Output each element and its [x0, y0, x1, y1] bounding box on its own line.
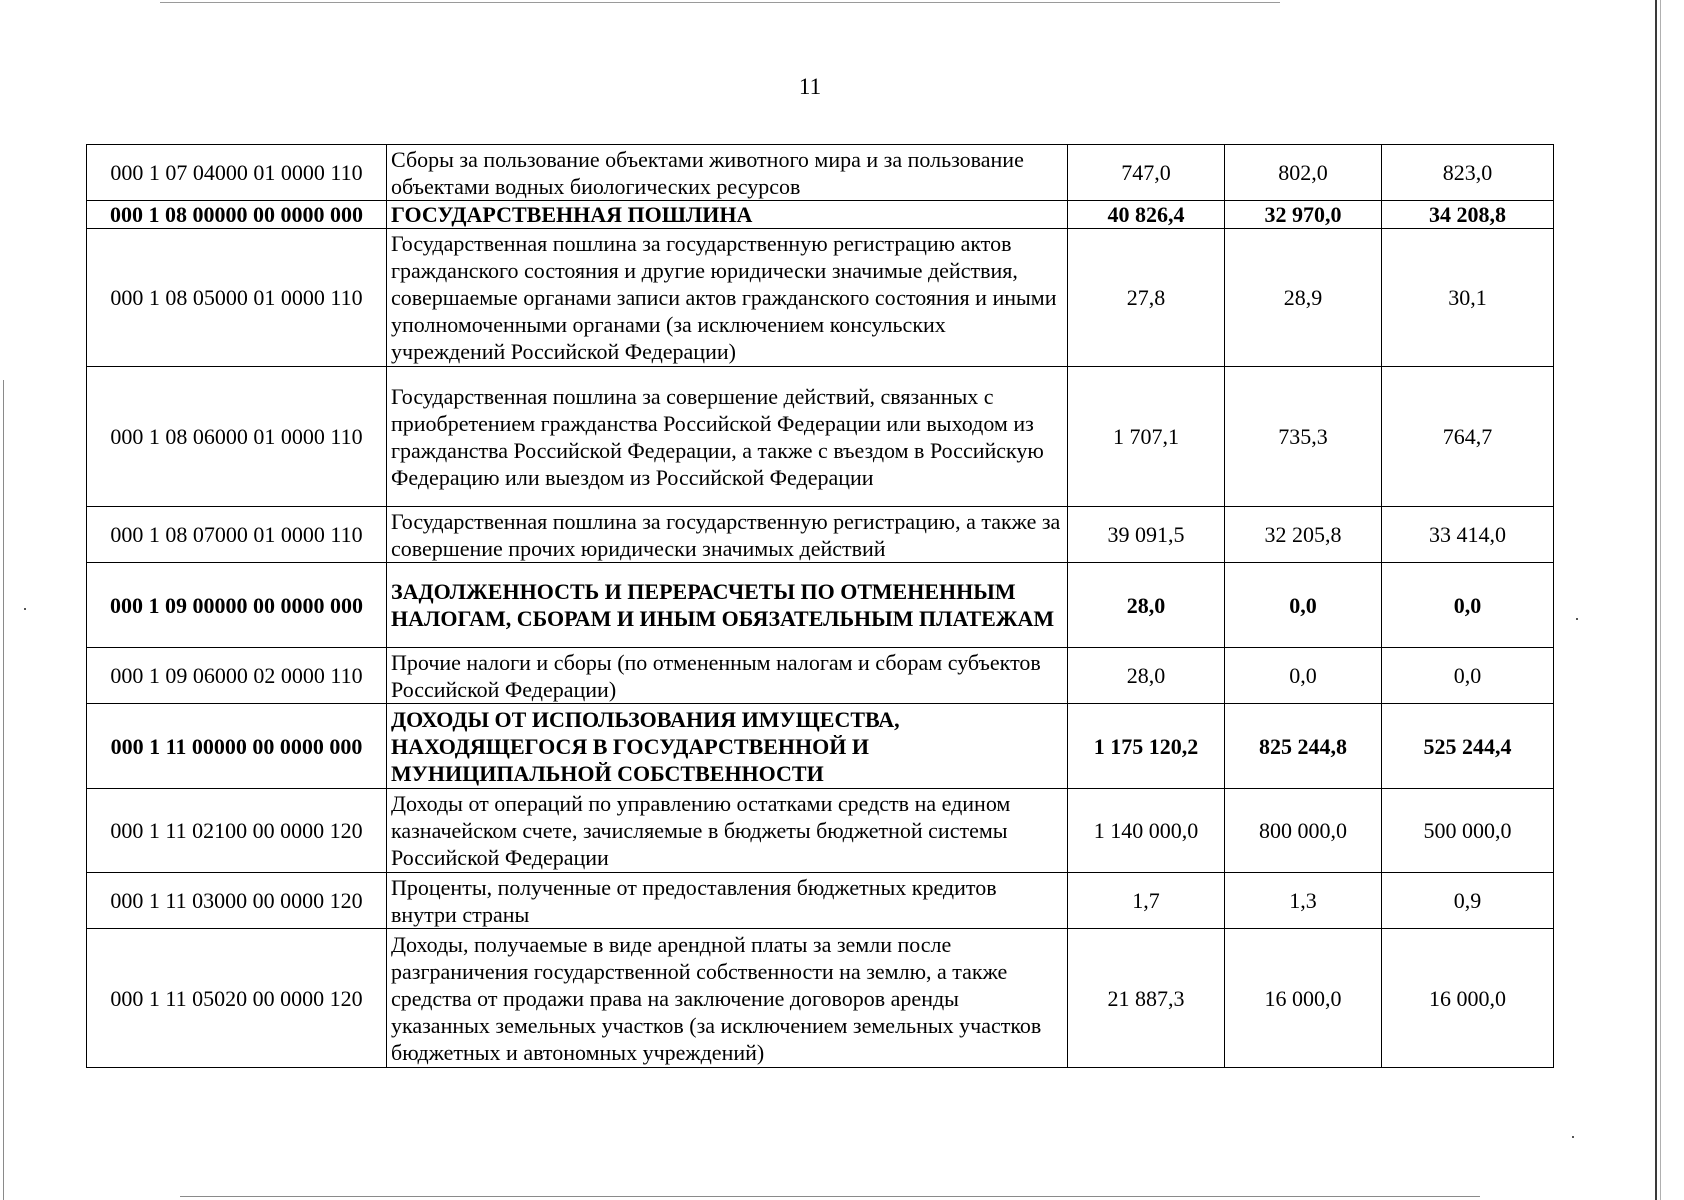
amount-cell: 1 175 120,2 [1068, 704, 1225, 789]
amount-cell: 802,0 [1225, 145, 1382, 201]
revenue-code-cell: 000 1 08 06000 01 0000 110 [87, 367, 387, 507]
amount-cell: 825 244,8 [1225, 704, 1382, 789]
table-row [87, 648, 1554, 704]
amount-cell: 30,1 [1382, 229, 1554, 367]
amount-cell: 28,0 [1068, 648, 1225, 704]
revenue-code-cell: 000 1 11 05020 00 0000 120 [87, 929, 387, 1068]
scan-edge-bottom [180, 1196, 1480, 1197]
table-row [87, 873, 1554, 929]
amount-cell: 0,0 [1225, 648, 1382, 704]
amount-cell: 0,0 [1382, 648, 1554, 704]
revenue-name-cell: Государственная пошлина за государственную регистрацию, а также за совершение прочих юридически значимых действий [387, 507, 1068, 563]
revenue-code-cell: 000 1 07 04000 01 0000 110 [87, 145, 387, 201]
amount-cell: 21 887,3 [1068, 929, 1225, 1068]
amount-cell: 39 091,5 [1068, 507, 1225, 563]
scan-speck [1572, 1136, 1574, 1138]
scan-edge-right-inner [1660, 0, 1661, 1200]
amount-cell: 32 970,0 [1225, 201, 1382, 229]
table-row [87, 367, 1554, 507]
amount-cell: 1 707,1 [1068, 367, 1225, 507]
amount-cell: 747,0 [1068, 145, 1225, 201]
amount-cell: 0,0 [1225, 563, 1382, 648]
amount-cell: 800 000,0 [1225, 789, 1382, 873]
table-row [87, 563, 1554, 648]
revenue-name-cell: Сборы за пользование объектами животного мира и за пользование объектами водных биологических ресурсов [387, 145, 1068, 201]
revenue-name-cell: Доходы от операций по управлению остатками средств на едином казначейском счете, зачисляемые в бюджеты бюджетной системы Российской Федерации [387, 789, 1068, 873]
revenue-code-cell: 000 1 08 07000 01 0000 110 [87, 507, 387, 563]
revenue-name-cell: Проценты, полученные от предоставления бюджетных кредитов внутри страны [387, 873, 1068, 929]
revenue-code-cell: 000 1 08 05000 01 0000 110 [87, 229, 387, 367]
revenue-code-cell: 000 1 08 00000 00 0000 000 [87, 201, 387, 229]
table-row [87, 145, 1554, 201]
amount-cell: 525 244,4 [1382, 704, 1554, 789]
amount-cell: 1,7 [1068, 873, 1225, 929]
scan-speck [24, 608, 26, 610]
amount-cell: 16 000,0 [1225, 929, 1382, 1068]
scan-speck [1576, 618, 1578, 620]
amount-cell: 0,9 [1382, 873, 1554, 929]
revenue-code-cell: 000 1 11 00000 00 0000 000 [87, 704, 387, 789]
revenue-name-cell: Государственная пошлина за государственную регистрацию актов гражданского состояния и другие юридически значимые действия, совершаемые органами записи актов гражданского состояния и иными уполномоченными органами (за исключением консульских учреждений Российской Федерации) [387, 229, 1068, 367]
amount-cell: 823,0 [1382, 145, 1554, 201]
table-row [87, 929, 1554, 1068]
amount-cell: 32 205,8 [1225, 507, 1382, 563]
amount-cell: 40 826,4 [1068, 201, 1225, 229]
amount-cell: 764,7 [1382, 367, 1554, 507]
amount-cell: 33 414,0 [1382, 507, 1554, 563]
revenue-name-cell: Доходы, получаемые в виде арендной платы за земли после разграничения государственной собственности на землю, а также средства от продажи права на заключение договоров аренды указанных земельных участков (за исключением земельных участков бюджетных и автономных учреждений) [387, 929, 1068, 1068]
revenue-code-cell: 000 1 09 06000 02 0000 110 [87, 648, 387, 704]
amount-cell: 1,3 [1225, 873, 1382, 929]
revenue-name-cell: ГОСУДАРСТВЕННАЯ ПОШЛИНА [387, 201, 1068, 229]
scan-edge-right [1655, 0, 1657, 1200]
table-row [87, 507, 1554, 563]
revenue-code-cell: 000 1 11 03000 00 0000 120 [87, 873, 387, 929]
revenue-name-cell: ЗАДОЛЖЕННОСТЬ И ПЕРЕРАСЧЕТЫ ПО ОТМЕНЕННЫМ НАЛОГАМ, СБОРАМ И ИНЫМ ОБЯЗАТЕЛЬНЫМ ПЛАТЕЖАМ [387, 563, 1068, 648]
scan-edge-top [160, 2, 1280, 3]
amount-cell: 34 208,8 [1382, 201, 1554, 229]
amount-cell: 28,9 [1225, 229, 1382, 367]
revenue-code-cell: 000 1 09 00000 00 0000 000 [87, 563, 387, 648]
amount-cell: 0,0 [1382, 563, 1554, 648]
table-row [87, 789, 1554, 873]
amount-cell: 16 000,0 [1382, 929, 1554, 1068]
table-row [87, 704, 1554, 789]
amount-cell: 28,0 [1068, 563, 1225, 648]
table-row [87, 229, 1554, 367]
page-number: 11 [798, 74, 822, 99]
budget-revenue-table [86, 144, 1554, 1068]
table-row [87, 201, 1554, 229]
revenue-name-cell: Прочие налоги и сборы (по отмененным налогам и сборам субъектов Российской Федерации) [387, 648, 1068, 704]
scan-edge-left [3, 380, 4, 1200]
revenue-name-cell: ДОХОДЫ ОТ ИСПОЛЬЗОВАНИЯ ИМУЩЕСТВА, НАХОДЯЩЕГОСЯ В ГОСУДАРСТВЕННОЙ И МУНИЦИПАЛЬНОЙ СОБСТВЕННОСТИ [387, 704, 1068, 789]
revenue-name-cell: Государственная пошлина за совершение действий, связанных с приобретением гражданства Российской Федерации или выходом из гражданства Российской Федерации, а также с въездом в Российскую Федерацию или выездом из Российской Федерации [387, 367, 1068, 507]
amount-cell: 1 140 000,0 [1068, 789, 1225, 873]
amount-cell: 27,8 [1068, 229, 1225, 367]
amount-cell: 500 000,0 [1382, 789, 1554, 873]
revenue-code-cell: 000 1 11 02100 00 0000 120 [87, 789, 387, 873]
amount-cell: 735,3 [1225, 367, 1382, 507]
